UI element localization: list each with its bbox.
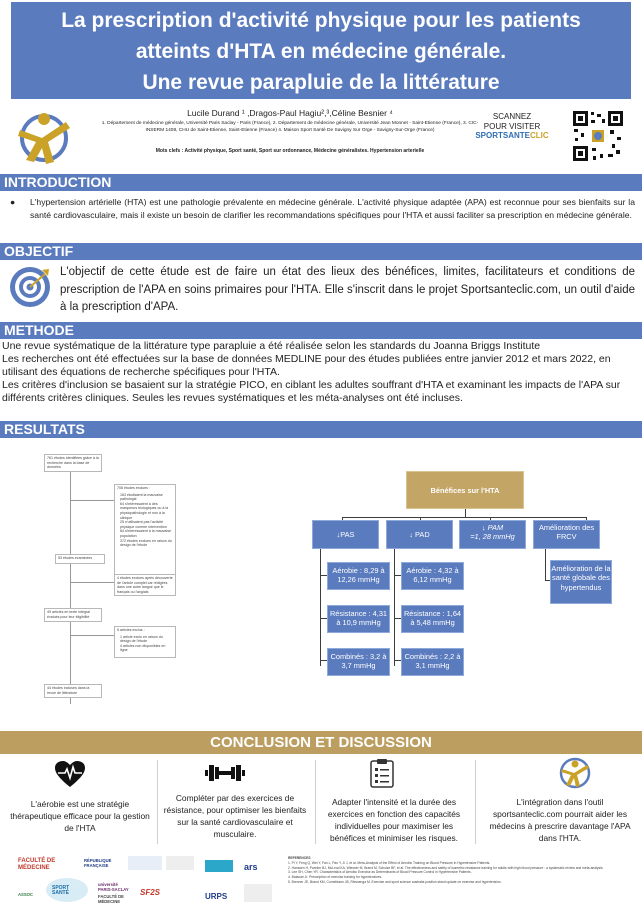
prisma-flowchart — [0, 440, 250, 720]
bullet-icon: ● — [10, 197, 16, 207]
pad-combines: Combinés : 2,2 à 3,1 mmHg — [401, 648, 464, 676]
section-methode: METHODE — [0, 322, 642, 339]
checklist-icon — [370, 758, 394, 788]
logo-faculte-2: FACULTÉ DE MÉDECINE — [98, 894, 124, 904]
methode-line-3: Les critères d'inclusion se basaient sur la stratégie PICO, en ciblant les adultes souffrant d'HTA et examinant les impacts de l'APA sur différents critères cliniques. Seules les revues systématiques et les méta-analyses ont été incluses. — [2, 378, 621, 404]
scan-line-1: SCANNEZ — [492, 112, 532, 121]
scan-line-2: POUR VISITER — [483, 121, 541, 131]
pad-aerobie: Aérobie : 4,32 à 6,12 mmHg — [401, 562, 464, 590]
logo-ars: ars — [244, 862, 258, 872]
author-affiliations: 1. Département de médecine générale, Université Paris Saclay - Paris (France), 2. Département de médecine générale, Université Jean Monnet - Saint-Etienne (France), 3. CIC-INSERM 1408, CHU de Saint-Etienne, Saint-Etienne (France) 4. Maison Sport Santé De Savigny Sur Orge - Savigny-Sur-Orge (France) — [101, 121, 479, 133]
benefit-frcv: Amélioration des FRCV — [533, 520, 600, 549]
pas-combines: Combinés : 3,2 à 3,7 mmHg — [327, 648, 390, 676]
conclusion-divider — [157, 760, 158, 844]
frcv-health: Amélioration de la santé globale des hypertendus — [550, 560, 612, 604]
title-line-3: Une revue parapluie de la littérature — [142, 71, 500, 94]
sportsanteclic-logo-icon — [14, 108, 74, 166]
references: REFERENCES 1. Pi Y, Feng Q, Wei Y, Fan L, Pan Y, Ji J, et al. Meta-Analysis of the Effect of Aerobic Training on Blood Pressure in Hypertensive Patients. 2. Hanssen H, Pannier BJ, McLeod KA, Wiesner M, Brand M, Schulze BF, et al. The effectiveness and safety of isometric resistance training for adults with high blood pressure : a systematic review and meta-analysis. 3. Lee SH, Chen YR. Characteristics of Aerobic Exercise as Determinants of Blood Pressure Control in Hypertensive Patients. 4. Batacan Jr. Prescription of exercise training for hypertensives. 5. Brenner JE, Brand KM, Cornelissen JB, Riessenga M. Exercise and sport science australia position stand update on exercise and hypertension. — [288, 856, 604, 884]
poster-title — [11, 2, 631, 99]
conclusion-text-1: L'aérobie est une stratégie thérapeutique efficace pour la gestion de l'HTA — [10, 799, 150, 833]
logo-assoc: ASSOC — [18, 892, 33, 897]
logo-delegation — [128, 856, 162, 870]
section-conclusion: CONCLUSION ET DISCUSSION — [0, 731, 642, 754]
logo-sport-sante: SPORT SANTÉ — [52, 885, 70, 896]
conclusion-divider — [475, 760, 476, 844]
scan-brand: SPORTSANTECLIC — [475, 131, 549, 140]
dumbbell-icon — [205, 762, 245, 784]
conclusion-text-3: Adapter l'intensité et la durée des exercices en fonction des capacités individuelles pour maximiser les bénéfices et minimiser les risques. — [327, 797, 461, 843]
logo-faculte-medecine: FACULTÉ DE MÉDECINE — [18, 858, 56, 871]
benefit-pad: ↓ PAD — [386, 520, 453, 549]
section-objectif: OBJECTIF — [0, 243, 642, 260]
section-resultats: RESULTATS — [0, 421, 642, 438]
logo-sf2s: SF2S — [140, 888, 161, 897]
benefits-root: Bénéfices sur l'HTA — [406, 471, 524, 509]
target-icon — [9, 266, 51, 308]
conclusion-text-2: Compléter par des exercices de résistance, pour optimiser les bienfaits sur la santé cardiovasculaire et musculaire. — [163, 793, 307, 839]
pas-resistance: Résistance : 4,31 à 10,9 mmHg — [327, 605, 390, 633]
section-introduction: INTRODUCTION — [0, 174, 642, 191]
pad-resistance: Résistance : 1,64 à 5,48 mmHg — [401, 605, 464, 633]
prisma-included: 44 études incluses dans la revue de littérature — [44, 684, 102, 698]
prisma-examined: 53 études examinées — [55, 554, 105, 564]
pas-aerobie: Aérobie : 8,29 à 12,26 mmHg — [327, 562, 390, 590]
logo-universite: université PARIS-SACLAY — [98, 882, 129, 892]
prisma-fulltext: 49 articles en texte intégral évalués pour leur éligibilité — [44, 608, 102, 622]
prisma-excluded-2: 5 articles exclus : 1 article exclu en raison du design de l'étude 4 articles non disponibles en ligne — [114, 626, 176, 658]
logo-ministere — [244, 884, 272, 902]
methode-paragraph — [2, 340, 638, 405]
methode-line-1: Une revue systématique de la littérature type parapluie a été réalisée selon les standards du Joanna Briggs Institute — [2, 340, 541, 352]
prisma-identified: 761 études identifiées grâce à la recherche dans la base de données — [44, 454, 102, 472]
title-line-1: La prescription d'activité physique pour les patients — [61, 9, 581, 32]
author-names: Lucile Durand ¹ ,Dragos-Paul Hagiu²,³,Céline Besnier ⁴ — [187, 108, 393, 118]
intro-paragraph: ● L'hypertension artérielle (HTA) est une pathologie prévalente en médecine générale. L'activité physique adaptée (APA) est reconnue pour ses bienfaits sur la santé cardiovasculaire, mais il existe un besoin de clarifier les recommandations spécifiques pour l'HTA et aussi faciliter sa prescription en médecine générale. — [10, 197, 635, 220]
objectif-paragraph: L'objectif de cette étude est de faire un état des lieux des bénéfices, limites, facilitateurs et conditions de prescription de l'APA en soins primaires pour l'HTA. Elle s'inscrit dans le projet Sportsanteclic.com, un outil d'aide à la prescription d'APA. — [60, 266, 635, 313]
logo-region — [166, 856, 194, 870]
benefit-pam: ↓ PAM =1, 28 mmHg — [459, 520, 526, 549]
conclusion-divider — [315, 760, 316, 844]
heart-ecg-icon — [54, 760, 86, 788]
methode-line-2: Les recherches ont été effectuées sur la base de données MEDLINE pour des études publiées entre janvier 2012 et mars 2022, en utilisant des équations de recherche spécifiques pour l'HTA. — [2, 352, 611, 378]
keywords: Mots clefs : Activité physique, Sport santé, Sport sur ordonnance, Médecine généralistes. Hypertension arterielle — [155, 148, 425, 154]
authors-block — [0, 102, 642, 170]
conclusion-text-4: L'intégration dans l'outil sportsanteclic.com pourrait aider les médecins à prescrire davantage l'APA dans l'HTA. — [489, 797, 631, 843]
sportsanteclic-logo-icon — [559, 757, 591, 789]
prisma-excluded-language: 4 études exclues après découverte de l'article complet car rédigées dans une autre langue que le français ou l'anglais — [114, 574, 176, 596]
logo-republique: RÉPUBLIQUE FRANÇAISE — [84, 858, 112, 868]
logo-sport-blue — [205, 860, 233, 872]
benefit-pas: ↓PAS — [312, 520, 379, 549]
prisma-excluded-1: 708 études exclues : 163 étudiaient la mauvaise pathologie 64 s'intéressaient à des marqueurs biologiques ou à la physiopathologie et non à la clinique 25 n'utilisaient pas l'activité physique comme intervention 84 s'intéressaient à la mauvaise population 372 études exclues en raison du design de l'étude — [114, 484, 176, 584]
qr-code-icon[interactable] — [572, 110, 624, 162]
title-line-2: atteints d'HTA en médecine générale. — [135, 40, 507, 63]
scan-callout — [462, 112, 562, 141]
footer — [0, 852, 642, 912]
logo-urps: URPS — [205, 892, 228, 901]
